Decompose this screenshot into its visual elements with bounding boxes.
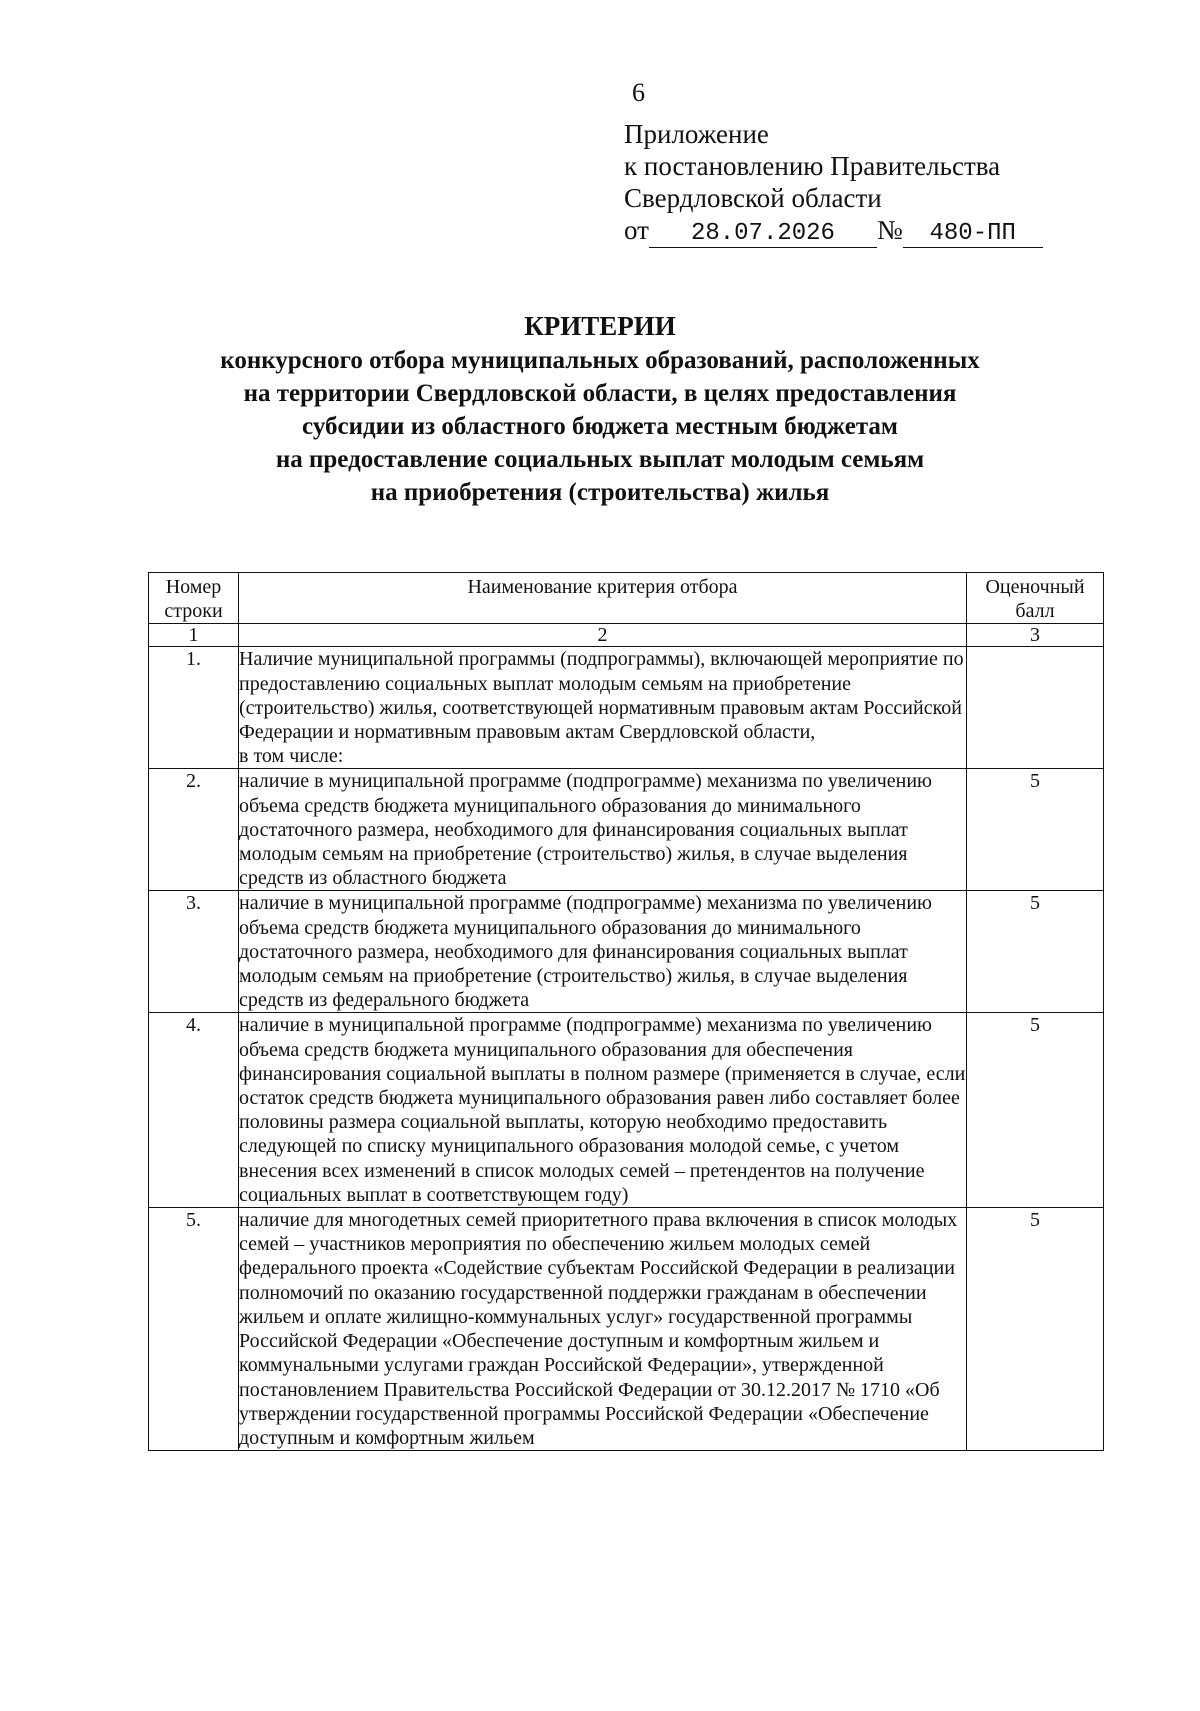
criterion-score: 5: [967, 1208, 1104, 1451]
appendix-date-number-line: [624, 214, 1064, 248]
table-header-row: [149, 573, 1104, 624]
title-line: на территории Свердловской области, в целях предоставления: [243, 380, 957, 407]
decree-date: 28.07.2026: [649, 221, 877, 248]
table-row: [149, 891, 1104, 1013]
criterion-score: [967, 647, 1104, 769]
row-number: 5.: [149, 1208, 239, 1451]
table-row: [149, 647, 1104, 769]
criterion-text: наличие в муниципальной программе (подпрограмме) механизма по увеличению объема средств бюджета муниципального образования для обеспечения финансирования социальной выплаты в полном размере (применяется в случае, если остаток средств бюджета муниципального образования равен либо составляет более половины размера социальной выплаты, которую необходимо предоставить следующей по списку муниципального образования молодой семье, с учетом внесения всех изменений в список молодых семей – претендентов на получение социальных выплат в соответствующем году): [239, 1014, 966, 1206]
document-title: [150, 309, 1050, 509]
row-number: 3.: [149, 891, 239, 1013]
criterion-text: наличие в муниципальной программе (подпрограмме) механизма по увеличению объема средств бюджета муниципального образования до минимального достаточного размера, необходимого для финансирования социальных выплат молодым семьям на приобретение (строительство) жилья, в случае выделения средств из областного бюджета: [239, 769, 967, 891]
title-line: на предоставление социальных выплат молодым семьям: [275, 446, 925, 473]
from-label: от: [624, 215, 649, 245]
table-row: [149, 1013, 1104, 1208]
number-label: №: [876, 215, 903, 245]
title-line: на приобретения (строительства) жилья: [370, 479, 830, 506]
header-score: Оценочный балл: [967, 573, 1104, 624]
row-number: 2.: [149, 769, 239, 891]
criteria-table: [148, 572, 1104, 1451]
title-line: субсидии из областного бюджета местным бюджетам: [302, 413, 898, 440]
criterion-text: наличие в муниципальной программе (подпрограмме) механизма по увеличению объема средств бюджета муниципального образования до минимального достаточного размера, необходимого для финансирования социальных выплат молодым семьям на приобретение (строительство) жилья, в случае выделения средств из федерального бюджета: [239, 891, 967, 1013]
appendix-title: Приложение: [624, 119, 769, 149]
criterion-text: наличие для многодетных семей приоритетного права включения в список молодых семей – участников мероприятия по обеспечению жильем молодых семей федерального проекта «Содействие субъектам Российской Федерации в реализации полномочий по оказанию государственной поддержки гражданам в обеспечении жильем и оплате жилищно-коммунальных услуг» государственной программы Российской Федерации «Обеспечение доступным и комфортным жильем и коммунальными услугами граждан Российской Федерации», утвержденной постановлением Правительства Российской Федерации от 30.12.2017 № 1710 «Об утверждении государственной программы Российской Федерации «Обеспечение доступным и комфортным жильем: [239, 1208, 967, 1451]
column-index: 2: [239, 624, 967, 647]
criterion-score: 5: [967, 891, 1104, 1013]
table-row: [149, 769, 1104, 891]
row-number: 4.: [149, 1013, 239, 1208]
appendix-decree-label: к постановлению Правительства: [624, 151, 1001, 181]
header-row-number: Номер строки: [149, 573, 239, 624]
criterion-score: 5: [967, 769, 1104, 891]
title-main: КРИТЕРИИ: [524, 311, 676, 341]
title-line: конкурсного отбора муниципальных образований, расположенных: [220, 347, 980, 374]
column-index: 1: [149, 624, 239, 647]
decree-number: 480-ПП: [903, 221, 1043, 248]
page-number: 6: [632, 78, 645, 107]
row-number: 1.: [149, 647, 239, 769]
appendix-header: [624, 118, 1064, 248]
appendix-region: Свердловской области: [624, 183, 882, 213]
column-index-row: [149, 624, 1104, 647]
header-criterion-name: Наименование критерия отбора: [239, 573, 967, 624]
column-index: 3: [967, 624, 1104, 647]
criterion-score: 5: [967, 1013, 1104, 1208]
table-row: [149, 1208, 1104, 1451]
criterion-text: Наличие муниципальной программы (подпрограммы), включающей мероприятие по предоставлению социальных выплат молодым семьям на приобретение (строительство) жилья, соответствующей нормативным правовым актам Российской Федерации и нормативным правовым актам Свердловской области, в том числе:: [239, 647, 967, 769]
